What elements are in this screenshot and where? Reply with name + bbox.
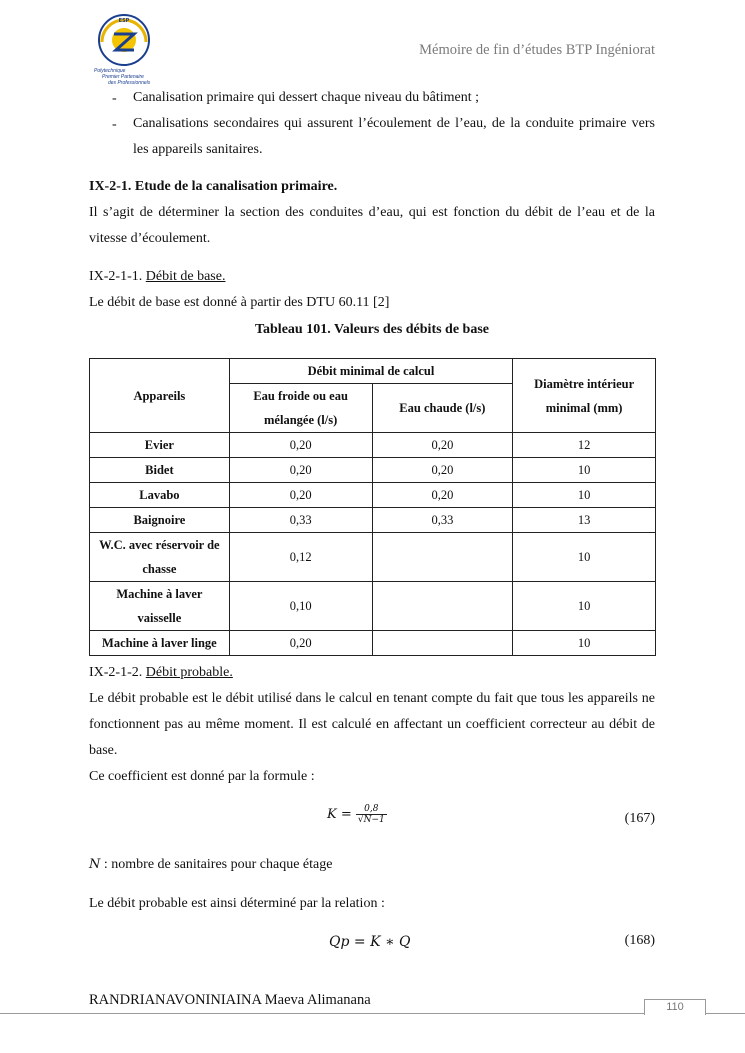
eq167-numerator: 0,8 [356, 804, 387, 815]
footer-divider [0, 1013, 745, 1014]
header-diametre: Diamètre intérieur minimal (mm) [513, 359, 656, 433]
page-number: 110 [644, 999, 706, 1015]
subsection-number-2: IX-2-1-2. [89, 665, 143, 680]
header-debit-min: Débit minimal de calcul [229, 359, 512, 384]
cell-chaude: 0,20 [372, 483, 513, 508]
eq167-fraction [356, 804, 387, 825]
table-row [90, 582, 656, 631]
cell-diametre: 10 [513, 458, 656, 483]
cell-diametre: 10 [513, 631, 656, 656]
cell-chaude: 0,20 [372, 458, 513, 483]
footer-author: RANDRIANAVONINIAINA Maeva Alimanana [89, 992, 371, 1008]
subsection-title-2: Débit probable. [145, 665, 233, 680]
cell-appareil: Machine à laver linge [90, 631, 230, 656]
table-row [90, 458, 656, 483]
table-row [90, 631, 656, 656]
cell-froide: 0,20 [229, 458, 372, 483]
bullet-dash-1: - [112, 91, 117, 106]
subsection-text-1: Le débit de base est donné à partir des DTU 60.11 [2] [89, 295, 390, 310]
svg-text:ESP: ESP [118, 18, 130, 24]
debits-table [89, 358, 656, 656]
table-row [90, 433, 656, 458]
logo-caption-2: Premier Partenaire [102, 74, 144, 80]
formula-intro: Ce coefficient est donné par la formule : [89, 769, 315, 784]
cell-froide: 0,33 [229, 508, 372, 533]
n-definition-text: : nombre de sanitaires pour chaque étage [100, 857, 333, 872]
cell-froide: 0,20 [229, 631, 372, 656]
bullet-dash-2: - [112, 117, 117, 132]
cell-appareil: Machine à laver vaisselle [90, 582, 230, 631]
table-row [90, 533, 656, 582]
cell-appareil: Bidet [90, 458, 230, 483]
equation-167 [327, 804, 387, 825]
subsection-number-1: IX-2-1-1. [89, 269, 143, 284]
section-intro: Il s’agit de déterminer la section des conduites d’eau, qui est fonction du débit de l’eau et de la vitesse d’écoulement. [89, 205, 655, 246]
cell-froide: 0,10 [229, 582, 372, 631]
subsection-heading-2 [89, 660, 655, 686]
cell-diametre: 13 [513, 508, 656, 533]
table-row [90, 483, 656, 508]
cell-chaude: 0,20 [372, 433, 513, 458]
bullet-text-1: Canalisation primaire qui dessert chaque niveau du bâtiment ; [133, 90, 480, 105]
cell-froide: 0,20 [229, 433, 372, 458]
subsection-title-1: Débit de base. [145, 269, 226, 284]
cell-chaude [372, 631, 513, 656]
cell-chaude: 0,33 [372, 508, 513, 533]
n-definition [89, 852, 655, 878]
equation-number-168: (168) [624, 933, 655, 948]
subsection-heading-1 [89, 264, 655, 290]
cell-appareil: W.C. avec réservoir de chasse [90, 533, 230, 582]
equation-168: Qp = K ∗ Q [329, 934, 411, 950]
bullet-text-2: Canalisations secondaires qui assurent l’écoulement de l’eau, de la conduite primaire vers les appareils sanitaires. [133, 116, 655, 157]
cell-diametre: 12 [513, 433, 656, 458]
equation-number-167: (167) [624, 811, 655, 826]
cell-diametre: 10 [513, 533, 656, 582]
n-symbol: N [89, 857, 101, 872]
cell-appareil: Evier [90, 433, 230, 458]
header-appareils: Appareils [90, 359, 230, 433]
subsection-text-2: Le débit probable est le débit utilisé dans le calcul en tenant compte du fait que tous les appareils ne fonctionnent pas au même moment. Il est calculé en affectant un coefficient correcteur au débit de base. [89, 691, 655, 758]
cell-appareil: Baignoire [90, 508, 230, 533]
cell-froide: 0,12 [229, 533, 372, 582]
cell-diametre: 10 [513, 483, 656, 508]
cell-appareil: Lavabo [90, 483, 230, 508]
cell-froide: 0,20 [229, 483, 372, 508]
header-eau-chaude: Eau chaude (l/s) [372, 384, 513, 433]
cell-chaude [372, 582, 513, 631]
relation-intro: Le débit probable est ainsi déterminé par la relation : [89, 896, 385, 911]
page-header-title: Mémoire de fin d’études BTP Ingéniorat [419, 42, 655, 58]
logo-caption-3: des Professionnels [108, 80, 151, 86]
header-eau-froide: Eau froide ou eau mélangée (l/s) [229, 384, 372, 433]
eq167-denominator: √N−1 [357, 815, 385, 825]
logo-caption-1: Polytechnique [94, 68, 126, 74]
section-heading: IX-2-1. Etude de la canalisation primaire. [89, 179, 338, 194]
cell-diametre: 10 [513, 582, 656, 631]
eq167-lhs: K = [327, 807, 352, 822]
table-caption: Tableau 101. Valeurs des débits de base [254, 322, 490, 337]
school-logo-icon [88, 12, 160, 92]
table-row [90, 508, 656, 533]
cell-chaude [372, 533, 513, 582]
